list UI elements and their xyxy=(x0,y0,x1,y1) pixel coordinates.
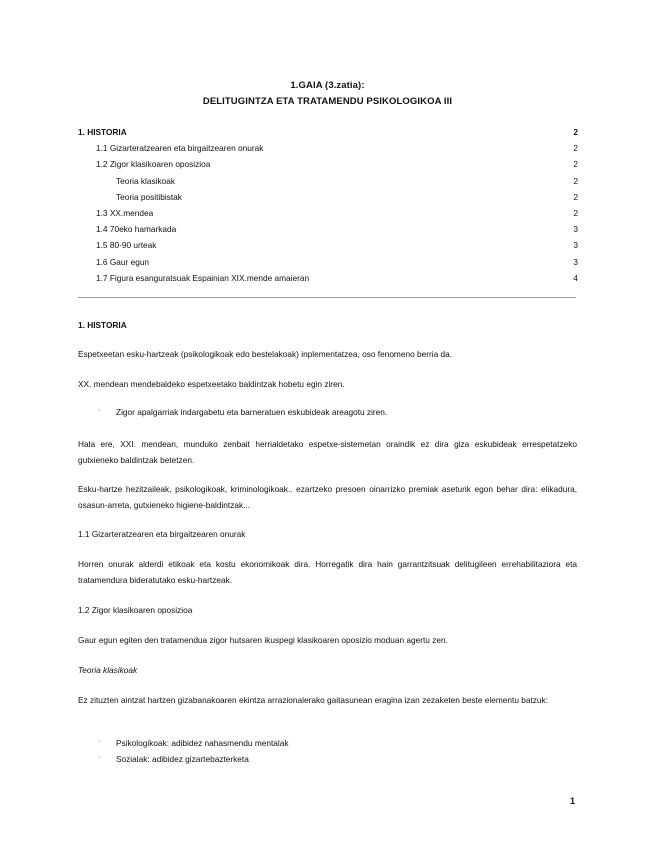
bullet-dot-icon: · xyxy=(98,754,101,761)
toc-entry-label: 1.5 80-90 urteak xyxy=(96,240,157,251)
paragraph-7: Ez zituzten aintzat hartzen gizabanakoaren ekintza arrazionalerako gaitasunean eragina izan zezaketen beste elementu batzuk: xyxy=(78,695,548,705)
toc-entry-page: 2 xyxy=(573,143,578,154)
toc-entry-1-7[interactable] xyxy=(78,273,578,289)
document-title-line2: DELITUGINTZA ETA TRATAMENDU PSIKOLOGIKOA III xyxy=(202,96,453,107)
toc-entry-label: 1.3 XX.mendea xyxy=(96,207,154,218)
heading-teoria-klasikoak: Teoria klasikoak xyxy=(78,665,138,675)
paragraph-2: XX. mendean mendebaldeko espetxeetako baldintzak hobetu egin ziren. xyxy=(78,379,345,389)
bullet-dot-icon: · xyxy=(98,407,101,414)
bullet-item-text: Psikologikoak: adibidez nahasmendu mentalak xyxy=(116,738,289,748)
bullet-dot-icon: · xyxy=(98,738,101,745)
toc-entry-page: 2 xyxy=(573,207,578,218)
heading-historia: 1. HISTORIA xyxy=(78,320,127,330)
paragraph-6: Gaur egun egiten den tratamendua zigor hutsaren ikuspegi klasikoaren oposizio moduan agertu zen. xyxy=(78,635,448,645)
toc-entry-page: 3 xyxy=(573,240,578,251)
toc-entry-1-2[interactable] xyxy=(78,159,578,175)
toc-entry-page: 2 xyxy=(573,191,578,202)
toc-entry-page: 3 xyxy=(573,224,578,235)
toc-entry-page: 3 xyxy=(573,256,578,267)
toc-entry-1-1[interactable] xyxy=(78,143,578,159)
toc-entry-teoria-positibistak[interactable] xyxy=(78,192,578,208)
toc-divider xyxy=(78,297,576,298)
bullet-item-text: Sozialak: adibidez gizartebazterketa xyxy=(116,754,249,764)
page-number: 1 xyxy=(570,796,576,806)
toc-entry-page: 2 xyxy=(573,159,578,170)
toc-entry-1-3[interactable] xyxy=(78,208,578,224)
toc-entry-1-4[interactable] xyxy=(78,224,578,240)
toc-entry-label: 1.4 70eko hamarkada xyxy=(96,224,177,235)
toc-entry-label: 1.7 Figura esanguratsuak Espainian XIX.mende amaieran xyxy=(96,272,310,283)
heading-1-2: 1.2 Zigor klasikoaren oposizioa xyxy=(78,605,193,615)
document-title-line1: 1.GAIA (3.zatia): xyxy=(290,80,365,91)
heading-1-1: 1.1 Gizarteratzearen eta birgaitzearen onurak xyxy=(78,529,246,539)
toc-entry-label: Teoria klasikoak xyxy=(116,175,176,186)
toc-entry-historia[interactable] xyxy=(78,127,578,143)
toc-entry-teoria-klasikoak[interactable] xyxy=(78,176,578,192)
toc-entry-label: 1. HISTORIA xyxy=(78,127,127,137)
toc-entry-label: Teoria positibistak xyxy=(116,191,182,202)
paragraph-3: Hala ere, XXI. mendean, munduko zenbait herrialdetako espetxe-sistemetan oraindik ez dira giza eskubideak errespetatzeko gutxieneko baldintzak betetzen. xyxy=(78,439,577,465)
bullet-item-text: Zigor apalgarriak indargabetu eta barneratuen eskubideak areagotu ziren. xyxy=(116,407,388,417)
toc-entry-1-6[interactable] xyxy=(78,257,578,273)
toc-entry-page: 4 xyxy=(573,272,578,283)
paragraph-1: Espetxeetan esku-hartzeak (psikologikoak edo bestelakoak) inplementatzea, oso fenomeno berria da. xyxy=(78,349,453,359)
toc-entry-label: 1.6 Gaur egun xyxy=(96,256,150,267)
toc-entry-label: 1.2 Zigor klasikoaren oposizioa xyxy=(96,159,211,170)
paragraph-4: Esku-hartze hezitzaileak, psikologikoak, kriminologikoak.. ezartzeko presoen oinarrizko premiak aseturik egon behar dira: elikadura, osasun-arreta, gutxieneko higiene-baldintzak... xyxy=(78,484,577,510)
toc-entry-label: 1.1 Gizarteratzearen eta birgaitzearen onurak xyxy=(96,143,264,154)
table-of-contents xyxy=(78,127,578,289)
paragraph-5: Horren onurak alderdi etikoak eta kostu ekonomikoak dira. Horregatik dira hain garrantzitsuak delitugileen errehabilitaziora eta tratamendura bideratutako esku-hartzeak. xyxy=(78,559,577,585)
toc-entry-page: 2 xyxy=(573,175,578,186)
toc-entry-page: 2 xyxy=(573,127,578,137)
toc-entry-1-5[interactable] xyxy=(78,240,578,256)
